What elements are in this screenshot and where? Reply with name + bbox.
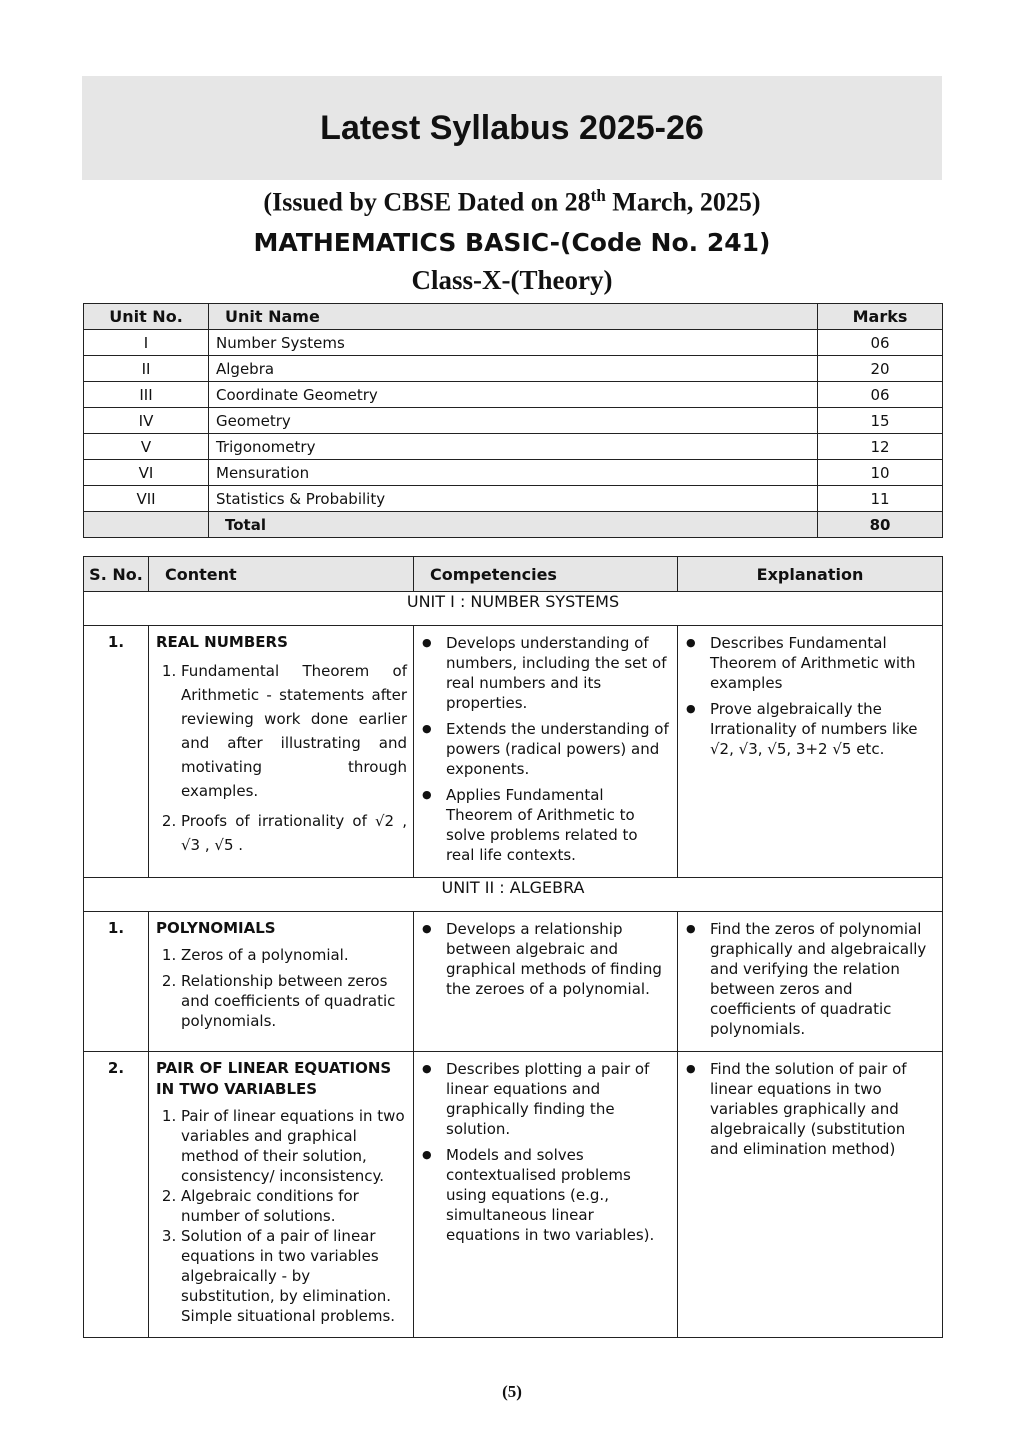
list-item: 2. Algebraic conditions for number of solutions. — [181, 1186, 407, 1226]
explanation-cell — [678, 1052, 943, 1338]
competencies-cell — [414, 912, 678, 1052]
list-item: 1. Fundamental Theorem of Arithmetic - statements after reviewing work done earlier and after illustrating and motivating through examples. — [181, 659, 407, 803]
content-cell — [149, 626, 414, 878]
competencies-cell — [414, 626, 678, 878]
subject-title: MATHEMATICS BASIC-(Code No. 241) — [253, 228, 771, 257]
serial-number: 1. — [84, 626, 149, 878]
competencies-list — [414, 626, 677, 877]
header-unit-name: Unit Name — [209, 304, 818, 330]
marks-table-header — [84, 304, 943, 330]
unit-name: Number Systems — [209, 330, 818, 356]
table-row — [84, 1052, 943, 1338]
table-row — [84, 460, 943, 486]
list-item: ● Develops a relationship between algebraic and graphical methods of finding the zeroes of a polynomial. — [446, 919, 669, 999]
topic-title: POLYNOMIALS — [156, 919, 276, 937]
unit-name: Mensuration — [209, 460, 818, 486]
explanation-list — [678, 1052, 942, 1171]
issued-line — [82, 186, 942, 218]
list-item: ● Describes plotting a pair of linear equations and graphically finding the solution. — [446, 1059, 669, 1139]
unit-no: IV — [84, 408, 209, 434]
table-row — [84, 356, 943, 382]
content-list — [156, 1106, 407, 1326]
unit-name: Algebra — [209, 356, 818, 382]
explanation-cell — [678, 626, 943, 878]
unit-no: III — [84, 382, 209, 408]
list-item: ● Describes Fundamental Theorem of Arithmetic with examples — [710, 633, 934, 693]
unit-marks: 12 — [818, 434, 943, 460]
table-row — [84, 382, 943, 408]
list-item: 1. Pair of linear equations in two variables and graphical method of their solution, consistency/ inconsistency. — [181, 1106, 407, 1186]
marks-table — [83, 303, 943, 538]
unit-marks: 10 — [818, 460, 943, 486]
topic-title: REAL NUMBERS — [156, 633, 288, 651]
list-item: 3. Solution of a pair of linear equations in two variables algebraically - by substitution, by elimination. Simple situational problems. — [181, 1226, 407, 1326]
list-item: ● Find the solution of pair of linear equations in two variables graphically and algebraically (substitution and elimination method) — [710, 1059, 934, 1159]
unit-no: VI — [84, 460, 209, 486]
table-row — [84, 408, 943, 434]
total-label: Total — [209, 512, 818, 538]
table-row — [84, 626, 943, 878]
unit-marks: 11 — [818, 486, 943, 512]
competencies-list — [414, 1052, 677, 1257]
page-title: Latest Syllabus 2025-26 — [320, 108, 704, 147]
competencies-cell — [414, 1052, 678, 1338]
unit-no: II — [84, 356, 209, 382]
serial-number: 2. — [84, 1052, 149, 1338]
content-cell — [149, 1052, 414, 1338]
unit-name: Coordinate Geometry — [209, 382, 818, 408]
issued-superscript: th — [590, 186, 606, 205]
unit-heading: UNIT I : NUMBER SYSTEMS — [84, 592, 943, 626]
unit-name: Geometry — [209, 408, 818, 434]
explanation-list — [678, 912, 942, 1051]
unit-no: I — [84, 330, 209, 356]
header-marks: Marks — [818, 304, 943, 330]
header-sno: S. No. — [84, 557, 149, 592]
content-list — [156, 945, 407, 1031]
unit-marks: 15 — [818, 408, 943, 434]
header-explanation: Explanation — [678, 557, 943, 592]
table-row — [84, 912, 943, 1052]
list-item: ● Develops understanding of numbers, including the set of real numbers and its properties. — [446, 633, 669, 713]
issued-suffix: March, 2025) — [605, 187, 761, 217]
page-number: (5) — [502, 1382, 522, 1401]
header-competencies: Competencies — [414, 557, 678, 592]
list-item: ● Prove algebraically the Irrationality of numbers like √2, √3, √5, 3+2 √5 etc. — [710, 699, 934, 759]
table-row — [84, 434, 943, 460]
unit-heading: UNIT II : ALGEBRA — [84, 878, 943, 912]
list-item: ● Applies Fundamental Theorem of Arithmetic to solve problems related to real life contexts. — [446, 785, 669, 865]
class-line: Class-X-(Theory) — [411, 265, 613, 295]
unit-no: VII — [84, 486, 209, 512]
explanation-list — [678, 626, 942, 771]
explanation-cell — [678, 912, 943, 1052]
unit-no: V — [84, 434, 209, 460]
unit-heading-row — [84, 878, 943, 912]
content-list — [156, 659, 407, 857]
unit-marks: 20 — [818, 356, 943, 382]
unit-marks: 06 — [818, 330, 943, 356]
list-item: ● Models and solves contextualised problems using equations (e.g., simultaneous linear equations in two variables). — [446, 1145, 669, 1245]
issued-prefix: (Issued by CBSE Dated on 28 — [263, 187, 591, 217]
syllabus-table — [83, 556, 943, 1338]
table-row — [84, 486, 943, 512]
table-row — [84, 330, 943, 356]
header-content: Content — [149, 557, 414, 592]
total-marks: 80 — [818, 512, 943, 538]
list-item: ● Find the zeros of polynomial graphically and algebraically and verifying the relation between zeros and coefficients of quadratic polynomials. — [710, 919, 934, 1039]
content-cell — [149, 912, 414, 1052]
total-blank-cell — [84, 512, 209, 538]
unit-heading-row — [84, 592, 943, 626]
list-item: 2. Relationship between zeros and coefficients of quadratic polynomials. — [181, 971, 407, 1031]
list-item: 1. Zeros of a polynomial. — [181, 945, 407, 965]
unit-marks: 06 — [818, 382, 943, 408]
serial-number: 1. — [84, 912, 149, 1052]
unit-name: Trigonometry — [209, 434, 818, 460]
unit-name: Statistics & Probability — [209, 486, 818, 512]
list-item: ● Extends the understanding of powers (radical powers) and exponents. — [446, 719, 669, 779]
header-unit-no: Unit No. — [84, 304, 209, 330]
list-item: 2. Proofs of irrationality of √2 , √3 , √5 . — [181, 809, 407, 857]
title-banner — [82, 76, 942, 180]
topic-title: PAIR OF LINEAR EQUATIONS IN TWO VARIABLES — [156, 1059, 392, 1098]
syllabus-table-header — [84, 557, 943, 592]
total-row — [84, 512, 943, 538]
competencies-list — [414, 912, 677, 1011]
